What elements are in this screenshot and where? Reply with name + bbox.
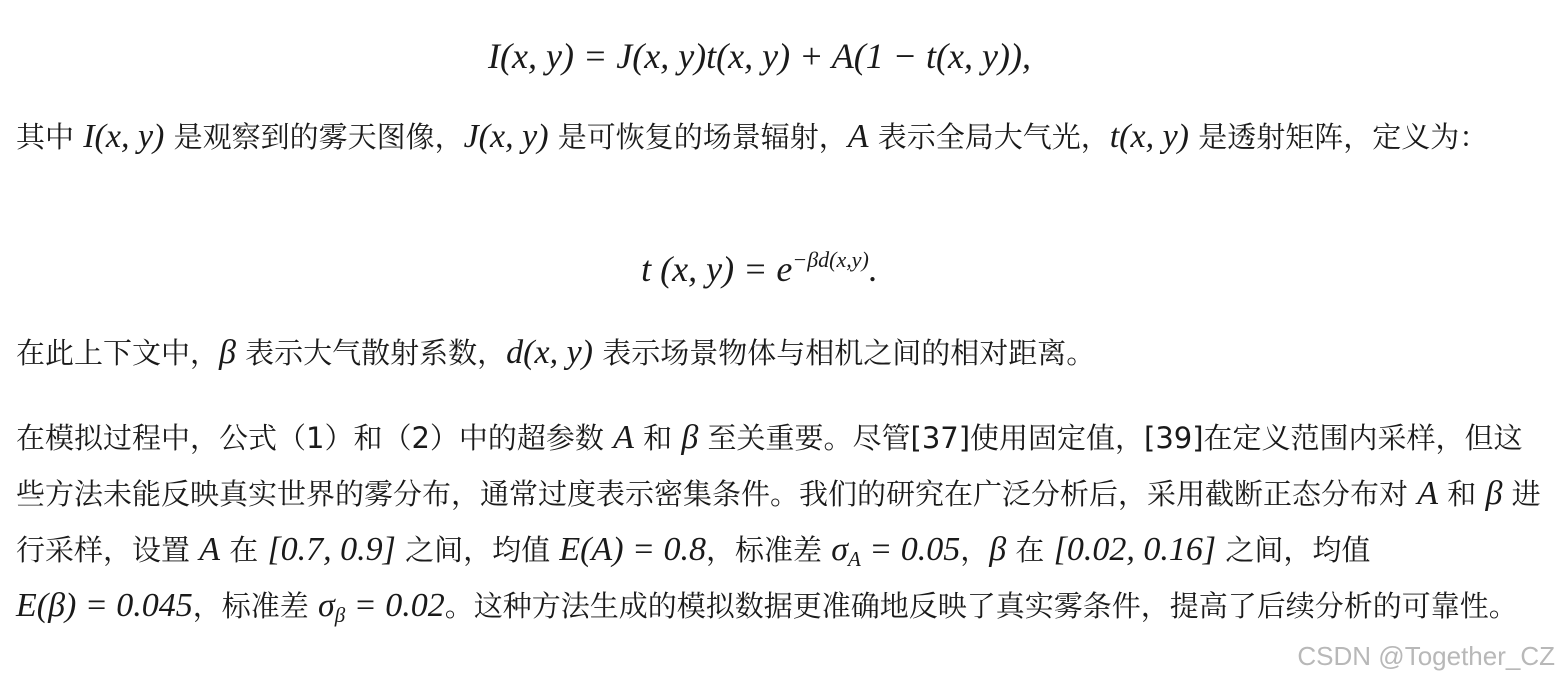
equation-transmission <box>0 247 1519 291</box>
paragraph-simulation <box>16 410 1546 634</box>
text-span: 之间，均值 <box>395 533 560 567</box>
math-inline: E(β) = 0.045 <box>16 587 193 624</box>
math-sigma-a <box>831 531 961 571</box>
text-span: 在 <box>1006 533 1054 567</box>
text-span: 。这种方法生成的模拟数据更准确地反映了真实雾条件，提高了后续分析的可靠性。 <box>444 589 1518 623</box>
math-inline: β <box>681 419 699 456</box>
sigma-value: = 0.02 <box>345 587 445 624</box>
text-span: 是可恢复的场景辐射， <box>548 120 848 154</box>
sigma-symbol: σ <box>318 587 335 624</box>
equation-1-text: I(x, y) = J(x, y)t(x, y) + A(1 − t(x, y)), <box>488 36 1031 76</box>
math-inline: A <box>847 118 869 155</box>
text-span: 至关重要。尽管[37]使用固定值，[39]在定义范围内采样，但这些方法未能反映真实世界的雾分布，通常过度表示密集条件。我们的研究在广泛分析后，采用截断正态分布对 <box>16 421 1523 511</box>
sigma-value: = 0.05 <box>860 531 961 568</box>
text-span: 在此上下文中， <box>16 336 220 370</box>
text-span: 和 <box>1438 477 1486 511</box>
text-span: 进行采样，设置 <box>16 477 1541 567</box>
text-span: 之间，均值 <box>1216 533 1371 567</box>
sigma-subscript: β <box>334 603 346 627</box>
equation-atmospheric-scattering <box>0 34 1519 78</box>
text-span: 表示大气散射系数， <box>235 336 507 370</box>
math-inline: J(x, y) <box>463 118 549 155</box>
paragraph-definitions <box>16 109 1546 165</box>
text-span: ， <box>960 533 990 567</box>
math-inline: [0.02, 0.16] <box>1053 531 1217 568</box>
equation-2-base: t (x, y) = e <box>641 249 793 289</box>
text-span: 在 <box>220 533 268 567</box>
text-span: 其中 <box>16 120 84 154</box>
text-span: 在模拟过程中，公式（1）和（2）中的超参数 <box>16 421 614 455</box>
equation-2-end: . <box>868 249 878 289</box>
math-inline: A <box>199 531 220 568</box>
math-inline: β <box>219 334 236 371</box>
sigma-symbol: σ <box>831 531 848 568</box>
math-inline: A <box>1417 475 1439 512</box>
text-span: 表示场景物体与相机之间的相对距离。 <box>593 336 1096 370</box>
math-sigma-beta <box>318 587 445 627</box>
text-span: 和 <box>633 421 682 455</box>
text-span: ，标准差 <box>192 589 319 623</box>
math-inline: β <box>989 531 1007 568</box>
paragraph-context <box>16 325 1546 381</box>
text-span: 表示全局大气光， <box>868 120 1110 154</box>
math-inline: A <box>613 419 634 456</box>
math-inline: β <box>1485 475 1503 512</box>
text-span: ，标准差 <box>705 533 832 567</box>
math-inline: E(A) = 0.8 <box>559 531 706 568</box>
math-inline: [0.7, 0.9] <box>267 531 396 568</box>
sigma-subscript: A <box>847 547 861 571</box>
math-inline: d(x, y) <box>506 334 593 371</box>
math-inline: t(x, y) <box>1109 118 1190 155</box>
math-inline: I(x, y) <box>83 118 165 155</box>
text-span: 是透射矩阵，定义为： <box>1189 120 1489 154</box>
watermark: CSDN @Together_CZ <box>1297 641 1555 671</box>
text-span: 是观察到的雾天图像， <box>164 120 464 154</box>
equation-2-exponent: −βd(x,y) <box>792 247 869 272</box>
